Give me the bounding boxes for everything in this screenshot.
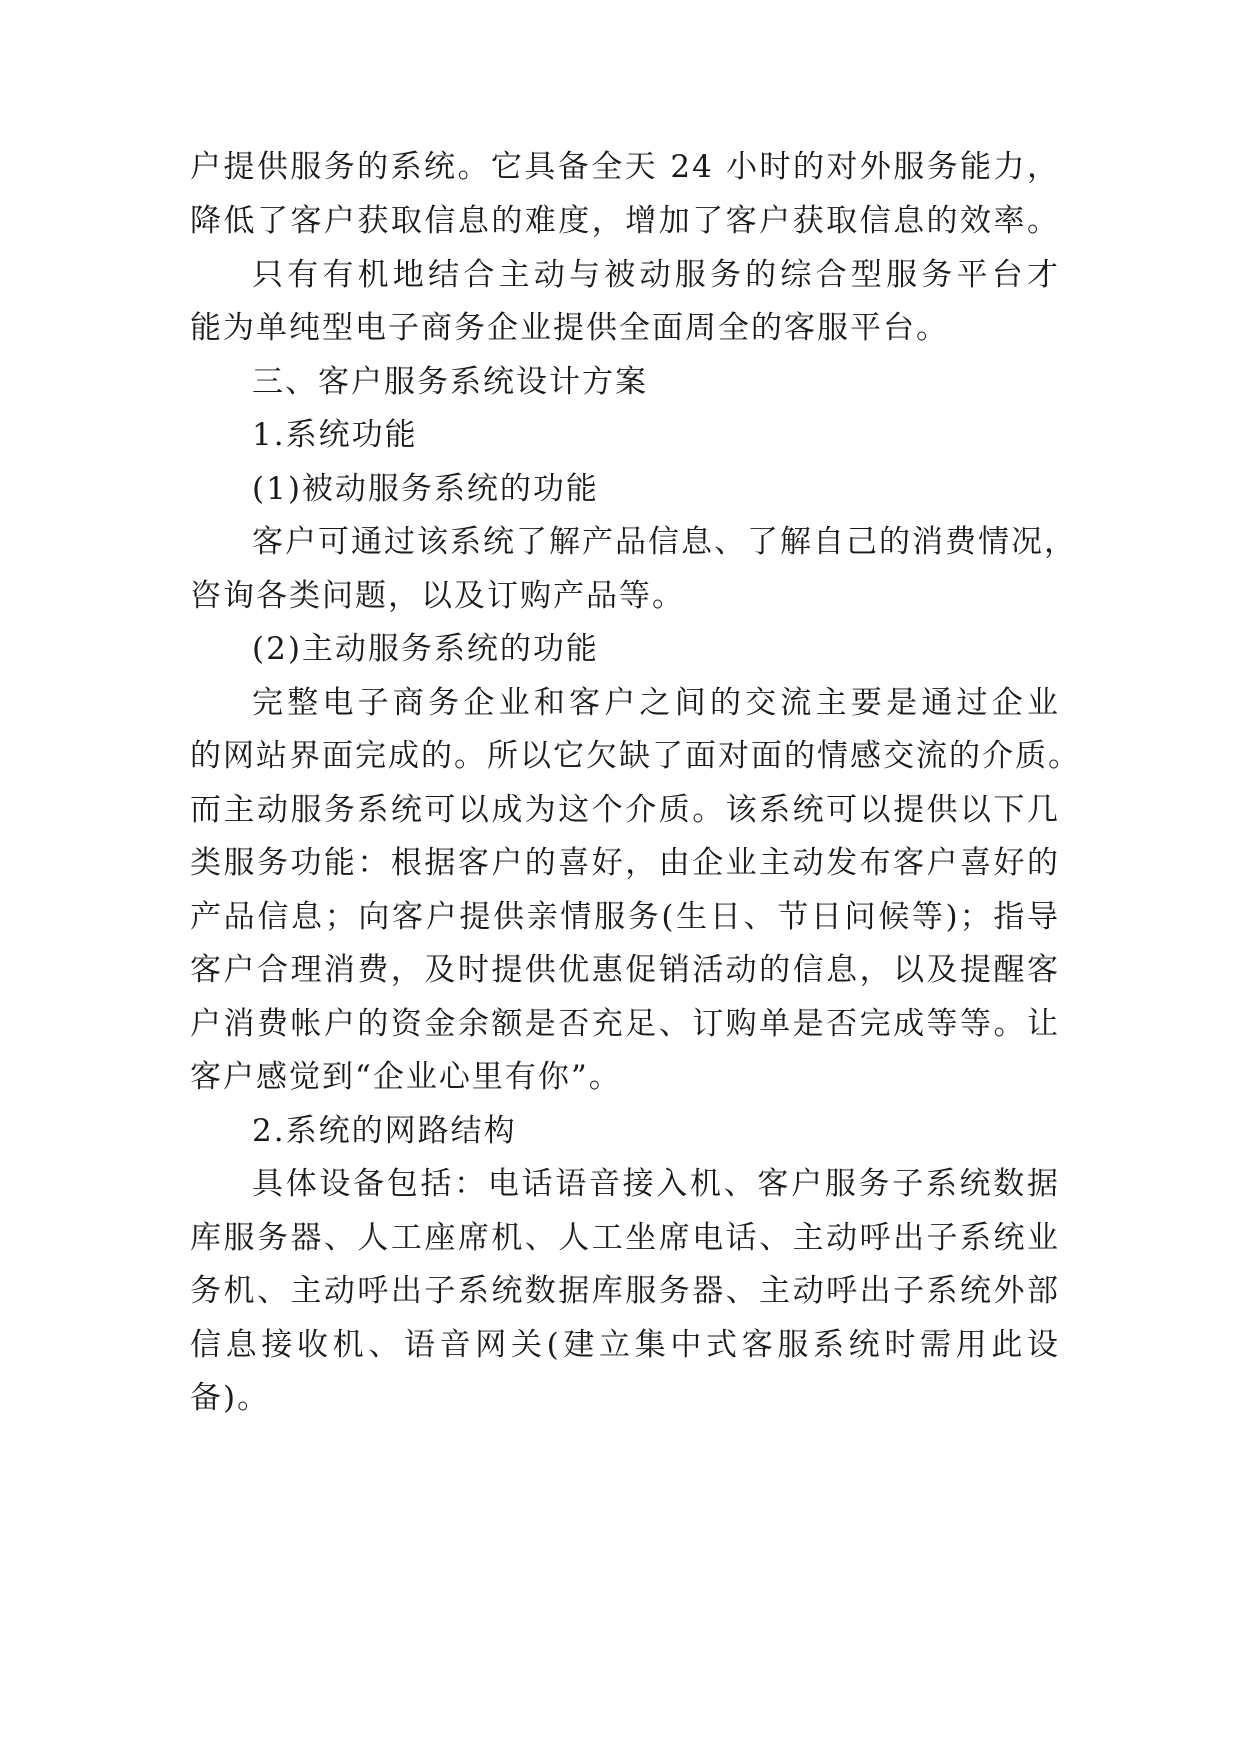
text-line: 具体设备包括：电话语音接入机、客户服务子系统数据 [252,1166,1060,1202]
section-heading: 三、客户服务系统设计方案 [252,364,648,400]
subsection-heading: 1.系统功能 [252,417,418,453]
text-line: 咨询各类问题，以及订购产品等。 [190,578,685,614]
text-line: 库服务器、人工座席机、人工坐席电话、主动呼出子系统业 [190,1220,1060,1256]
text-line: 完整电子商务企业和客户之间的交流主要是通过企业 [252,685,1060,721]
text-line: 能为单纯型电子商务企业提供全面周全的客服平台。 [190,310,949,346]
subsection-heading: (1)被动服务系统的功能 [252,471,599,507]
text-line: 的网站界面完成的。所以它欠缺了面对面的情感交流的介质。 [190,738,1081,774]
text-line: 备)。 [190,1380,271,1416]
subsection-heading: 2.系统的网路结构 [252,1113,517,1149]
text-line: 产品信息；向客户提供亲情服务(生日、节日问候等)；指导 [190,899,1060,935]
text-line: 客户感觉到“企业心里有你”。 [190,1059,622,1095]
text-line: 信息接收机、语音网关(建立集中式客服系统时需用此设 [190,1327,1060,1363]
text-line: 类服务功能：根据客户的喜好，由企业主动发布客户喜好的 [190,845,1060,881]
text-line: 客户合理消费，及时提供优惠促销活动的信息，以及提醒客 [190,952,1060,988]
text-line: 客户可通过该系统了解产品信息、了解自己的消费情况， [252,524,1077,560]
subsection-heading: (2)主动服务系统的功能 [252,631,599,667]
text-line: 务机、主动呼出子系统数据库服务器、主动呼出子系统外部 [190,1273,1060,1309]
text-line: 而主动服务系统可以成为这个介质。该系统可以提供以下几 [190,792,1060,828]
text-line: 户消费帐户的资金余额是否充足、订购单是否完成等等。让 [190,1006,1060,1042]
text-line: 户提供服务的系统。它具备全天 24 小时的对外服务能力， [190,149,1060,185]
text-line: 降低了客户获取信息的难度，增加了客户获取信息的效率。 [190,203,1060,239]
text-line: 只有有机地结合主动与被动服务的综合型服务平台才 [252,257,1060,293]
